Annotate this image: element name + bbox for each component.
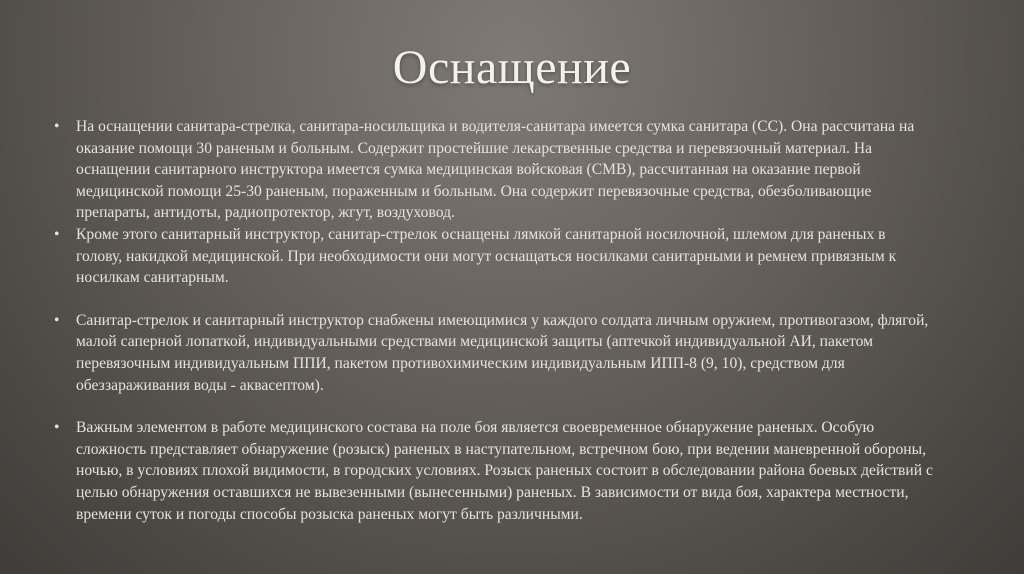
bullet-text: Санитар-стрелок и санитарный инструктор снабжены имеющимися у каждого солдата личным оружием, противогазом, флягой, малой саперной лопаткой, индивидуальными средствами медицинской защиты (аптечкой индивидуальной АИ, пакетом перевязочным индивидуальным ППИ, пакетом противохимическим индивидуальным ИПП-8 (9, 10), средством для обеззараживания воды - аквасептом). [76,311,929,394]
bullet-marker: • [54,118,60,135]
bullet-marker: • [54,419,60,437]
bullet-marker: • [54,225,60,243]
bullet-text: На оснащении санитара-стрелка, санитара-носильщика и водителя-санитара имеется сумка санитара (СС). Она рассчитана на оказание помощи 30 раненым и больным. Содержит простейшие лекарственные средства и перевязочный материал. На оснащении санитарного инструктора имеется сумка медицинская войсковая (СМВ), рассчитанная на оказание первой медицинской помощи 25-30 раненым, пораженным и больным. Она содержит перевязочные средства, обезболивающие препараты, антидоты, радиопротектор, жгут, воздуховод. [76,118,915,222]
bullet-text: Важным элементом в работе медицинского состава на поле боя является своевременное обнаружение раненых. Особую сложность представляет обнаружение (розыск) раненых в наступательном, встречном бою, при ведении маневренной обороны, ночью, в условиях плохой видимости, в городских условиях. Розыск раненых состоит в обследовании района боевых действий с целью обнаружения оставшихся не вывезенными (вынесенными) раненых. В зависимости от вида боя, характера местности, времени суток и погоды способы розыска раненых могут быть различными. [76,419,933,523]
bullet-item-4 [54,417,934,525]
bullet-text: Кроме этого санитарный инструктор, санитар-стрелок оснащены лямкой санитарной носилочной, шлемом для раненых в голову, накидкой медицинской. При необходимости они могут оснащаться носилками санитарными и ремнем привязным к носилкам санитарным. [76,225,897,287]
bullet-list [54,116,934,525]
slide-title: Оснащение [392,41,632,94]
bullet-item-2 [54,224,934,289]
slide-content [54,116,934,525]
bullet-item-3 [54,310,934,396]
bullet-item-1 [54,116,934,224]
bullet-marker: • [54,311,60,329]
